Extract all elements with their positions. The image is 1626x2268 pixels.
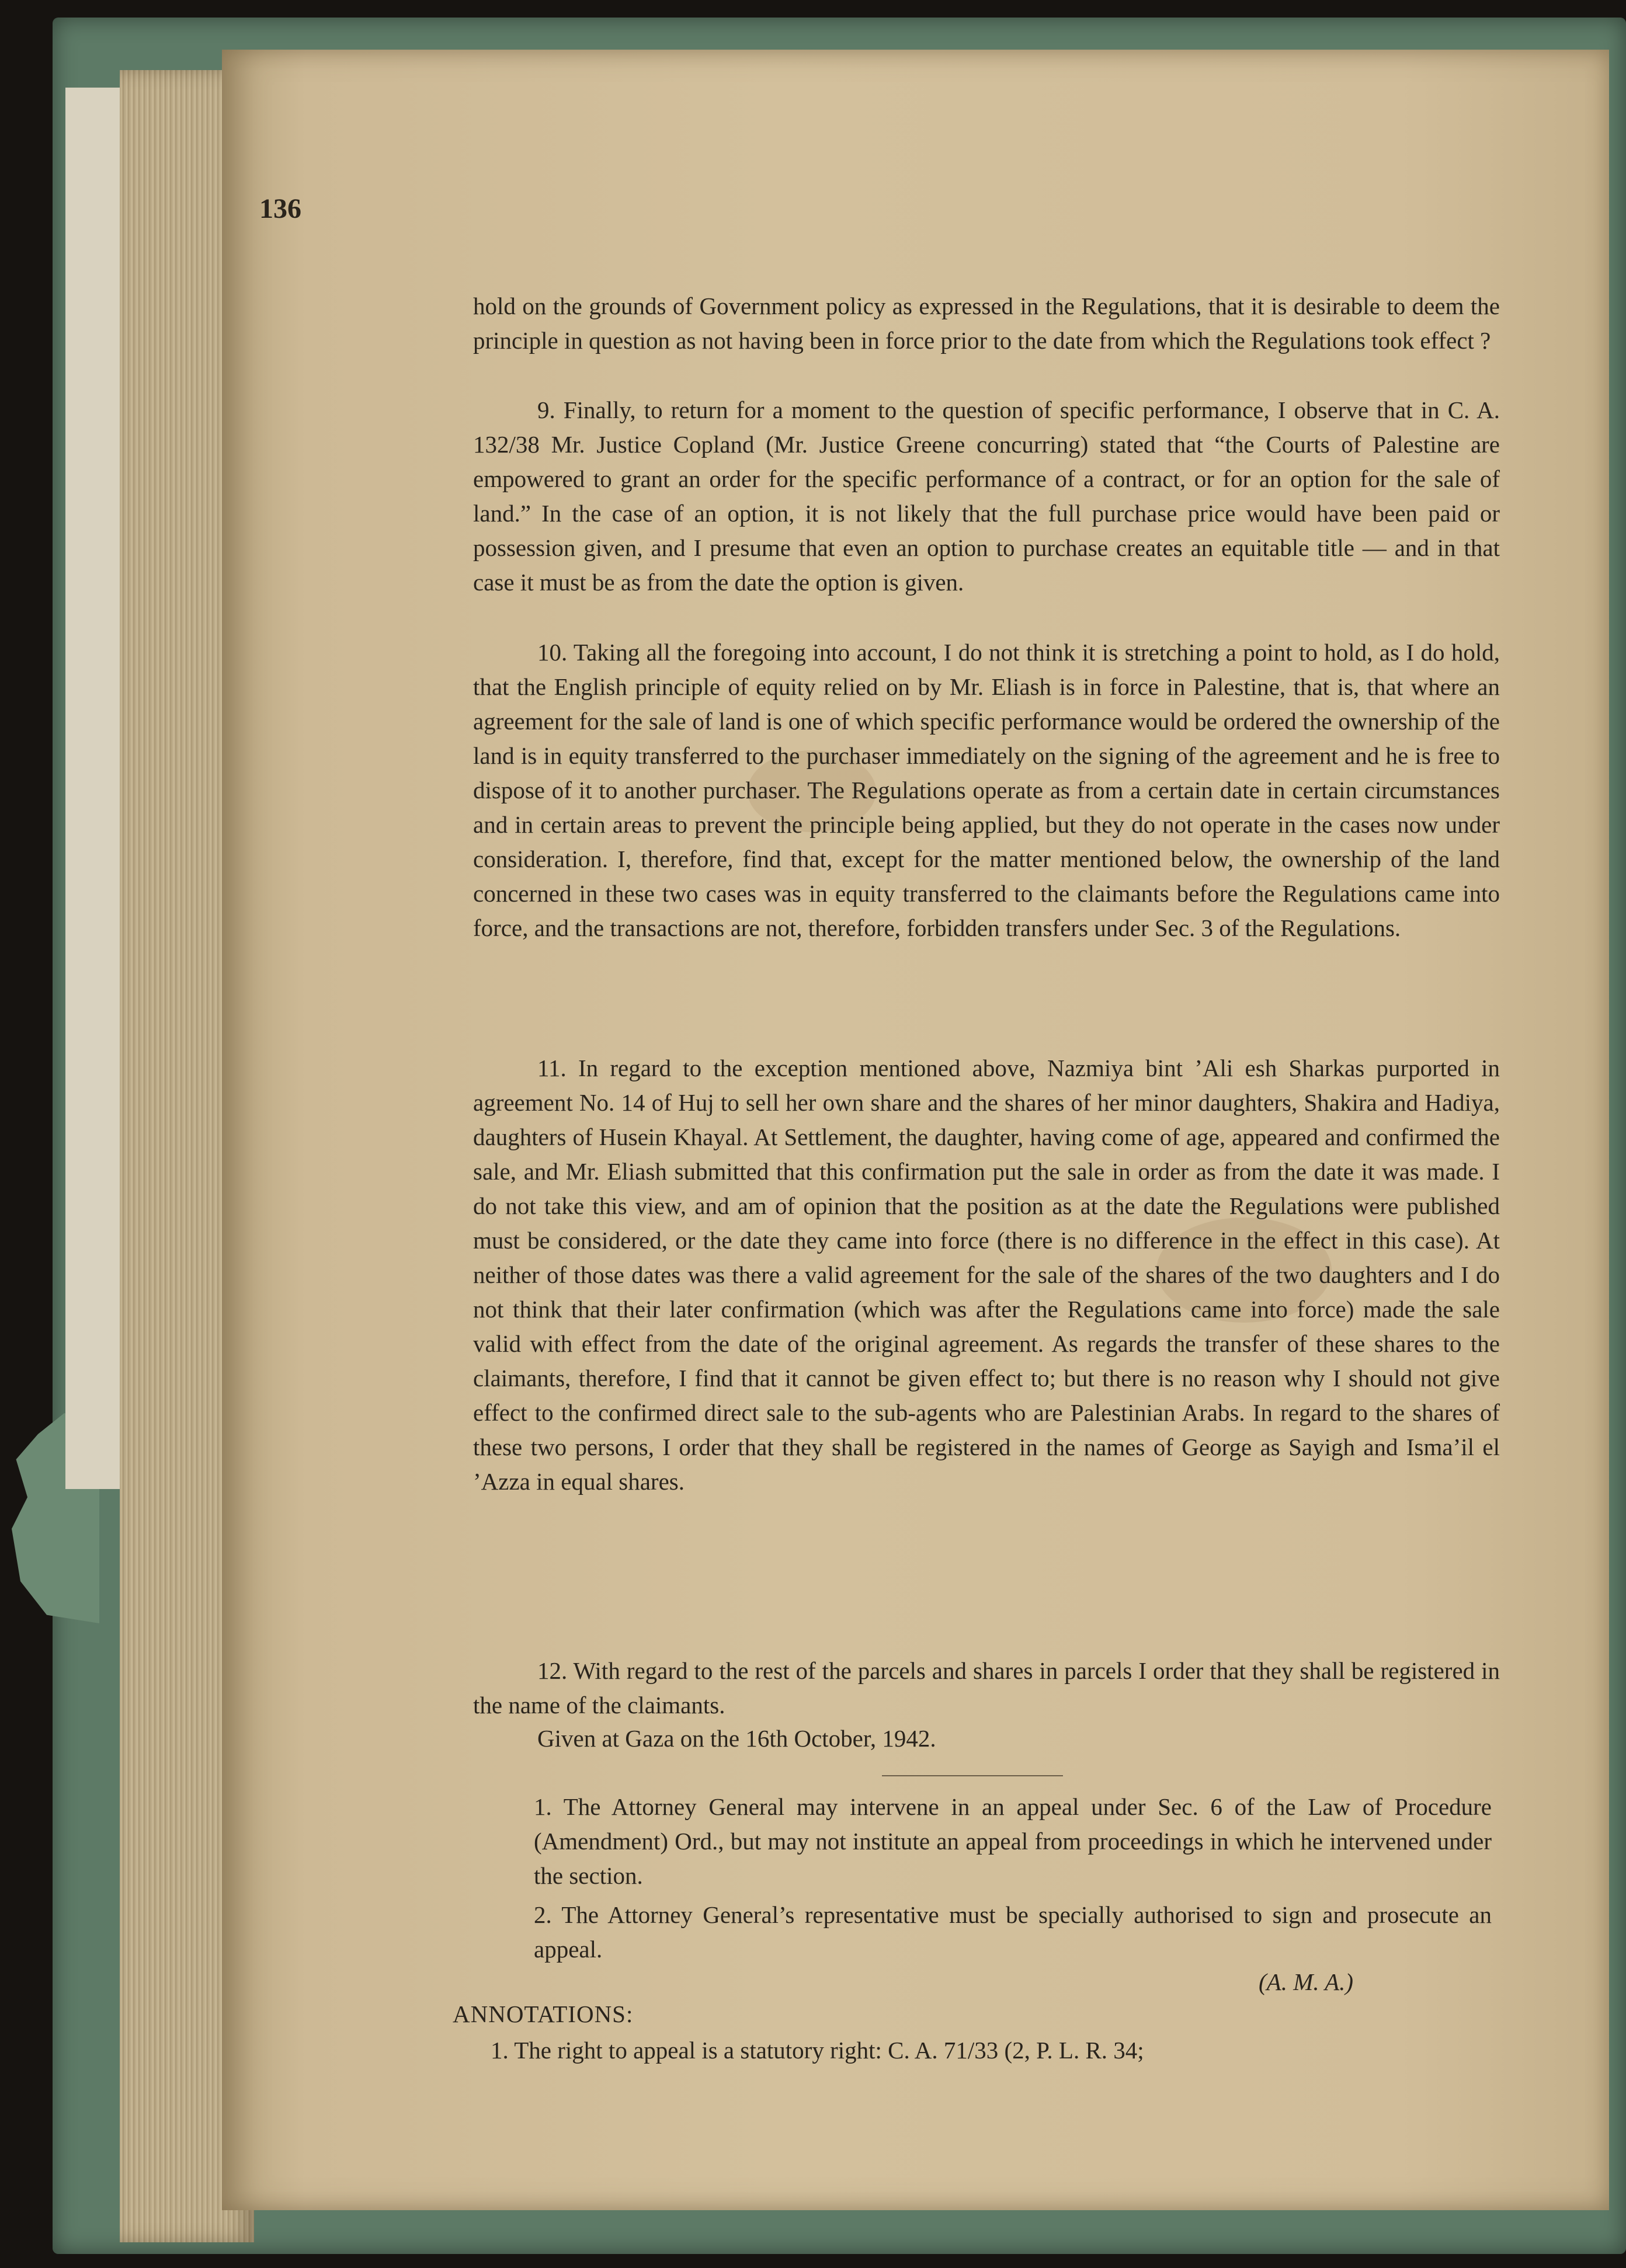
paragraph-9: 9. Finally, to return for a moment to the question of specific performance, I observe that in C. A. 132/38 Mr. Justice Copland (Mr. Justice Greene concurring) stated that “the Courts of Palestine are empowered to grant an order for the specific performance of a contract, or for an option for the sale of land.” In the case of an option, it is not likely that the full purchase price would have been paid or possession given, and I presume that even an option to purchase creates an equitable title — and in that case it must be as from the date the option is given.	[473, 396, 1500, 596]
page-number: 136	[259, 193, 301, 224]
initials: (A. M. A.)	[1259, 1968, 1354, 1995]
paragraph-11: 11. In regard to the exception mentioned above, Nazmiya bint ’Ali esh Sharkas purported in agreement No. 14 of Huj to sell her own share and the shares of her minor daughters, Shakira and Hadiya, daughters of Husein Khayal. At Settlement, the daughter, having come of age, appeared and confirmed the sale, and Mr. Eliash submitted that this confirmation put the sale in order as from the date it was made. I do not take this view, and am of opinion that the position as at the date the Regulations were published must be considered, or the date they came into force (there is no difference in the effect in this case). At neither of those dates was there a valid agreement for the sale of the shares of the two daughters and I do not think that their later confirmation (which was after the Regulations came into force) made the sale valid with effect from the date of the original agreement. As regards the transfer of these shares to the claimants, therefore, I find that it cannot be given effect to; but there is no reason why I should not give effect to the confirmed direct sale to the sub-agents who are Palestinian Arabs. In regard to the shares of these two persons, I order that they shall be registered in the names of George as Sayigh and Isma’il el ’Azza in equal shares.	[473, 1055, 1500, 1495]
divider-rule	[882, 1775, 1063, 1776]
annotations-heading: ANNOTATIONS:	[453, 2001, 634, 2027]
paragraph-12: 12. With regard to the rest of the parcels and shares in parcels I order that they shall be registered in the name of the claimants.	[473, 1657, 1500, 1719]
note-2: 2. The Attorney General’s representative must be specially authorised to sign and prosecute an appeal.	[534, 1901, 1492, 1963]
paragraph-10: 10. Taking all the foregoing into account, I do not think it is stretching a point to hold, as I do hold, that the English principle of equity relied on by Mr. Eliash is in force in Palestine, that is, that where an agreement for the sale of land is one of which specific performance would be ordered the ownership of the land is in equity transferred to the purchaser immediately on the signing of the agreement and he is free to dispose of it to another purchaser. The Regulations operate as from a certain date in certain circumstances and in certain areas to prevent the principle being applied, but they do not operate in the cases now under consideration. I, therefore, find that, except for the matter mentioned below, the ownership of the land concerned in these two cases was in equity transferred to the claimants before the Regulations came into force, and the transactions are not, therefore, forbidden transfers under Sec. 3 of the Regulations.	[473, 639, 1500, 941]
note-1: 1. The Attorney General may intervene in an appeal under Sec. 6 of the Law of Procedure (Amendment) Ord., but may not institute an appeal from proceedings in which he intervened under the section.	[534, 1793, 1492, 1889]
paragraph-continuation: hold on the grounds of Government policy as expressed in the Regulations, that it is desirable to deem the principle in question as not having been in force prior to the date from which the Regulations took effect ?	[473, 293, 1500, 354]
annotation-item: 1. The right to appeal is a statutory right: C. A. 71/33 (2, P. L. R. 34;	[491, 2037, 1144, 2064]
given-line: Given at Gaza on the 16th October, 1942.	[537, 1725, 936, 1752]
